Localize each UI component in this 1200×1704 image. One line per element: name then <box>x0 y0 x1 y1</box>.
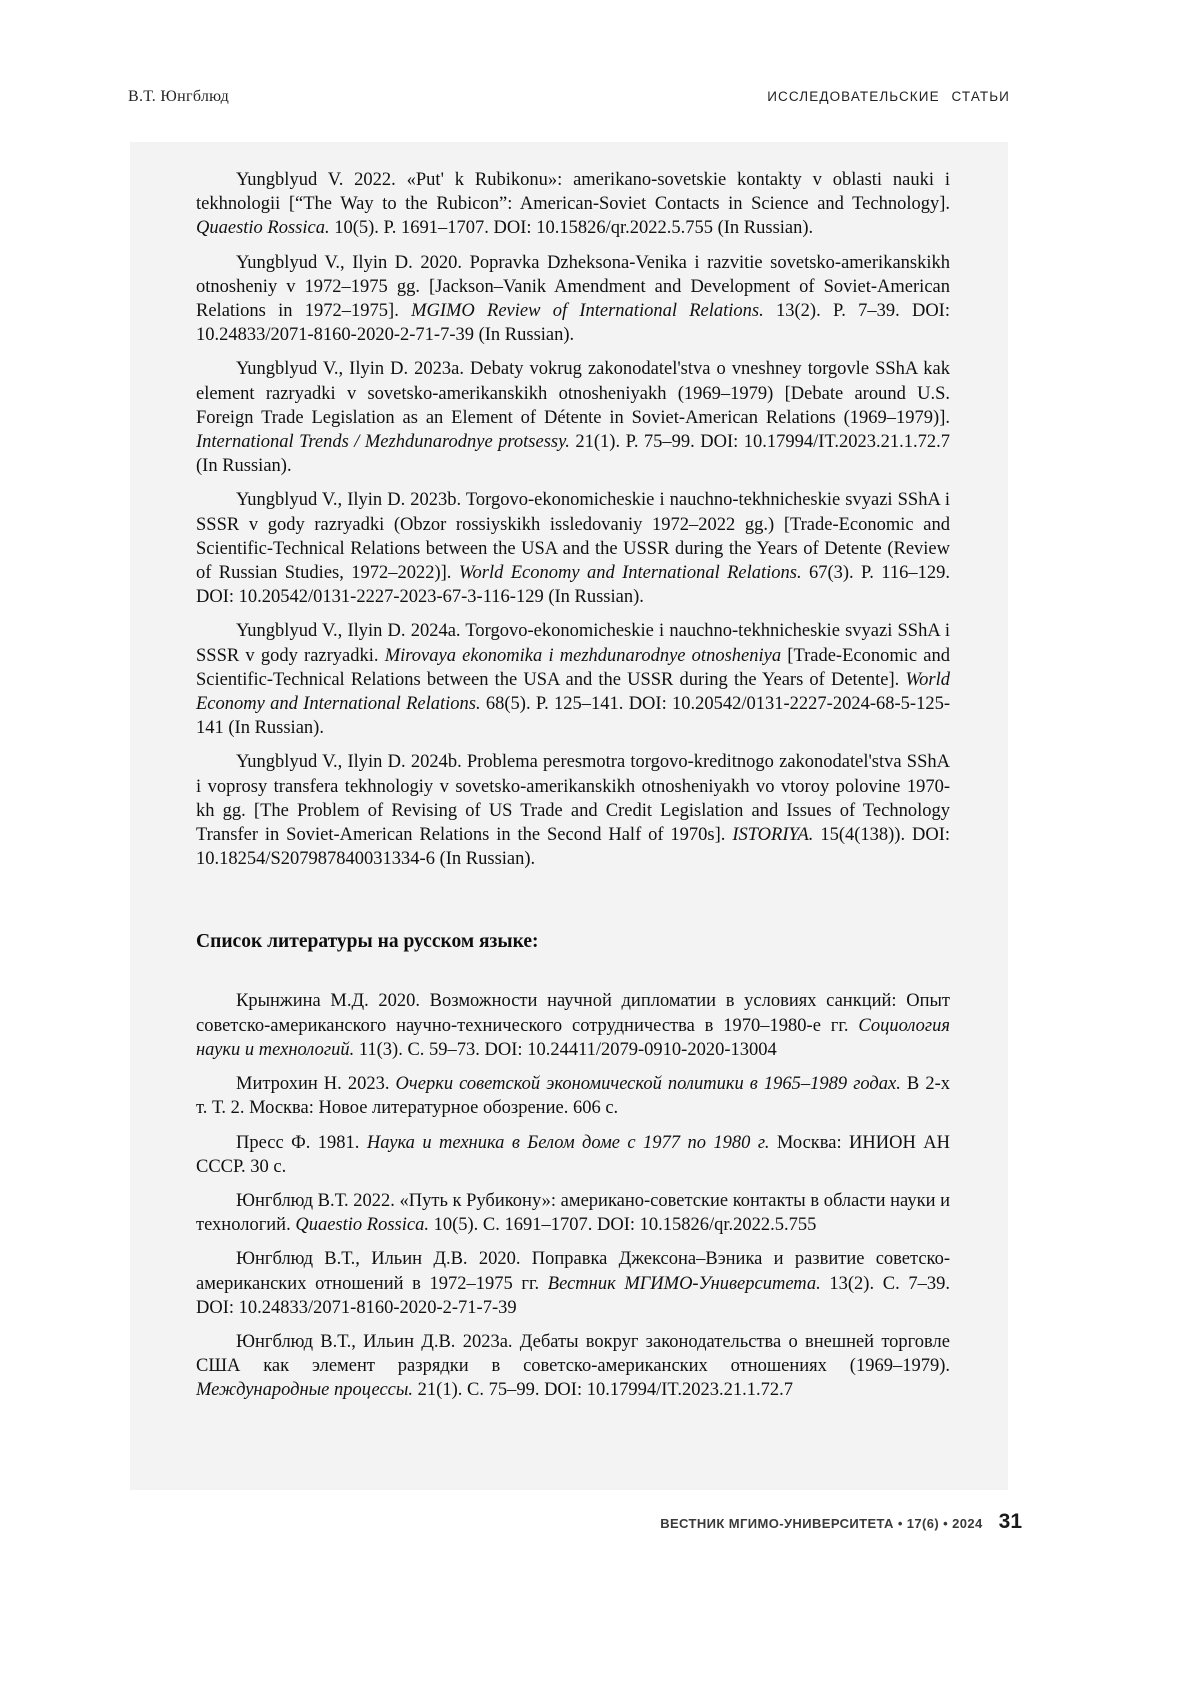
reference-segment: Yungblyud V., Ilyin D. 2023a. Debaty vokrug zakonodatel'stva o vneshney torgovle SShA kak element razryadki v sovetsko-amerikanskikh otnosheniyakh (1969–1979) [Debate around U.S. Foreign Trade Legislation as an Element of Détente in Soviet-American Relations (1969–1979)]. <box>196 359 950 428</box>
reference-segment: 15(4(138)). DOI: 10.18254/S207987840031334-6 (In Russian). <box>196 825 950 870</box>
reference-segment-italic: World Economy and International Relations. <box>458 563 802 584</box>
running-head-section: ИССЛЕДОВАТЕЛЬСКИЕ СТАТЬИ <box>767 89 1010 104</box>
reference-segment-italic: ISTORIYA. <box>732 825 814 846</box>
reference-segment: Москва: ИНИОН АН СССР. 30 с. <box>196 1132 951 1177</box>
running-head-author: В.Т. Юнгблюд <box>128 88 230 105</box>
reference-item <box>196 488 950 609</box>
reference-segment: 10(5). P. 1691–1707. DOI: 10.15826/qr.2022.5.755 (In Russian). <box>329 218 814 239</box>
reference-item <box>196 1189 950 1237</box>
reference-segment-italic: Mirovaya ekonomika i mezhdunarodnye otnosheniya <box>384 645 782 666</box>
reference-segment-italic: Очерки советской экономической политики в 1965–1989 годах. <box>395 1074 901 1095</box>
reference-segment: Yungblyud V., Ilyin D. 2024b. Problema peresmotra torgovo-kreditnogo zakonodatel'stva SShA i voprosy transfera tekhnologiy v sovetsko-amerikanskikh otnosheniyakh vo vtoroy polovine 1970-kh gg. [The Problem of Revising of US Trade and Credit Legislation and Issues of Technology Transfer in Soviet-American Relations in the Second Half of 1970s]. <box>196 752 950 846</box>
reference-segment: Yungblyud V., Ilyin D. 2024a. Torgovo-ekonomicheskie i nauchno-tekhnicheskie svyazi SShA i SSSR v gody razryadki. <box>196 621 950 666</box>
reference-segment: Юнгблюд В.Т., Ильин Д.В. 2023a. Дебаты вокруг законодательства о внешней торговле США как элемент разрядки в советско-американских отношениях (1969–1979). <box>196 1331 950 1377</box>
reference-segment-italic: Вестник МГИМО-Университета. <box>547 1273 821 1294</box>
references-ru-list <box>196 989 950 1402</box>
reference-item <box>196 168 950 241</box>
reference-item <box>196 1330 950 1403</box>
reference-item <box>196 750 950 871</box>
reference-segment: Пресс Ф. 1981. <box>236 1132 367 1153</box>
reference-segment-italic: Наука и техника в Белом доме с 1977 по 1980 г. <box>366 1132 770 1153</box>
reference-item <box>196 1072 950 1120</box>
reference-segment: 21(1). С. 75–99. DOI: 10.17994/IT.2023.21.1.72.7 <box>413 1380 793 1401</box>
reference-segment: 11(3). С. 59–73. DOI: 10.24411/2079-0910-2020-13004 <box>354 1039 777 1060</box>
reference-segment: Крынжина М.Д. 2020. Возможности научной дипломатии в условиях санкций: Опыт советско-американского научно-технического сотрудничества в 1970–1980-е гг. <box>196 991 950 1036</box>
footer-journal-info: ВЕСТНИК МГИМО-УНИВЕРСИТЕТА • 17(6) • 2024 <box>660 1516 983 1531</box>
reference-segment: Митрохин Н. 2023. <box>236 1074 396 1095</box>
reference-segment: 21(1). P. 75–99. DOI: 10.17994/IT.2023.21.1.72.7 (In Russian). <box>196 432 951 477</box>
reference-segment: 13(2). С. 7–39. DOI: 10.24833/2071-8160-2020-2-71-7-39 <box>196 1273 950 1318</box>
reference-segment-italic: Quaestio Rossica. <box>295 1215 429 1236</box>
reference-item <box>196 1247 950 1320</box>
reference-segment: Юнгблюд В.Т. 2022. «Путь к Рубикону»: американо-советские контакты в области науки и технологий. <box>196 1190 950 1236</box>
reference-segment: 67(3). P. 116–129. DOI: 10.20542/0131-2227-2023-67-3-116-129 (In Russian). <box>196 563 950 608</box>
reference-segment-italic: Quaestio Rossica. <box>196 218 330 239</box>
reference-segment-italic: World Economy and International Relations. <box>196 669 950 715</box>
russian-references-heading: Список литературы на русском языке: <box>196 931 539 953</box>
reference-item <box>196 1131 950 1179</box>
reference-segment-italic: Международные процессы. <box>196 1380 414 1401</box>
reference-segment: 68(5). P. 125–141. DOI: 10.20542/0131-2227-2024-68-5-125-141 (In Russian). <box>196 694 950 739</box>
reference-item <box>196 619 950 740</box>
content-panel <box>130 142 1008 1490</box>
footer-page-number: 31 <box>998 1510 1022 1533</box>
reference-segment: Yungblyud V., Ilyin D. 2023b. Torgovo-ekonomicheskie i nauchno-tekhnicheskie svyazi SShA i SSSR v gody razryadki (Obzor rossiyskikh issledovaniy 1972–2022 gg.) [Trade-Economic and Scientific-Technical Relations between the USA and the USSR during the Years of Detente (Review of Russian Studies, 1972–2022)]. <box>196 490 950 584</box>
reference-segment-italic: MGIMO Review of International Relations. <box>411 301 764 322</box>
reference-item <box>196 357 950 478</box>
reference-segment: Yungblyud V. 2022. «Put' k Rubikonu»: amerikano-sovetskie kontakty v oblasti nauki i tekhnologii [“The Way to the Rubicon”: American-Soviet Contacts in Science and Technology]. <box>196 170 950 215</box>
reference-segment: 10(5). С. 1691–1707. DOI: 10.15826/qr.2022.5.755 <box>428 1215 817 1236</box>
running-head <box>128 88 1010 106</box>
reference-item <box>196 989 950 1062</box>
reference-segment: 13(2). P. 7–39. DOI: 10.24833/2071-8160-2020-2-71-7-39 (In Russian). <box>196 301 950 346</box>
reference-segment: В 2-х т. Т. 2. Москва: Новое литературное обозрение. 606 с. <box>196 1074 950 1119</box>
reference-segment-italic: Социология науки и технологий. <box>196 1015 950 1060</box>
reference-segment: Yungblyud V., Ilyin D. 2020. Popravka Dzheksona-Venika i razvitie sovetsko-amerikanskikh otnosheniy v 1972–1975 gg. [Jackson–Vanik Amendment and Development of Soviet-American Relations in 1972–1975]. <box>196 252 950 322</box>
reference-item <box>196 251 950 348</box>
page-footer <box>130 1510 1022 1534</box>
reference-segment: [Trade-Economic and Scientific-Technical Relations between the USA and the USSR during the Years of Detente]. <box>196 645 950 690</box>
references-en-list <box>196 168 950 871</box>
reference-segment-italic: International Trends / Mezhdunarodnye protsessy. <box>196 432 570 453</box>
reference-segment: Юнгблюд В.Т., Ильин Д.В. 2020. Поправка Джексона–Вэника и развитие советско-американских отношений в 1972–1975 гг. <box>196 1249 950 1294</box>
